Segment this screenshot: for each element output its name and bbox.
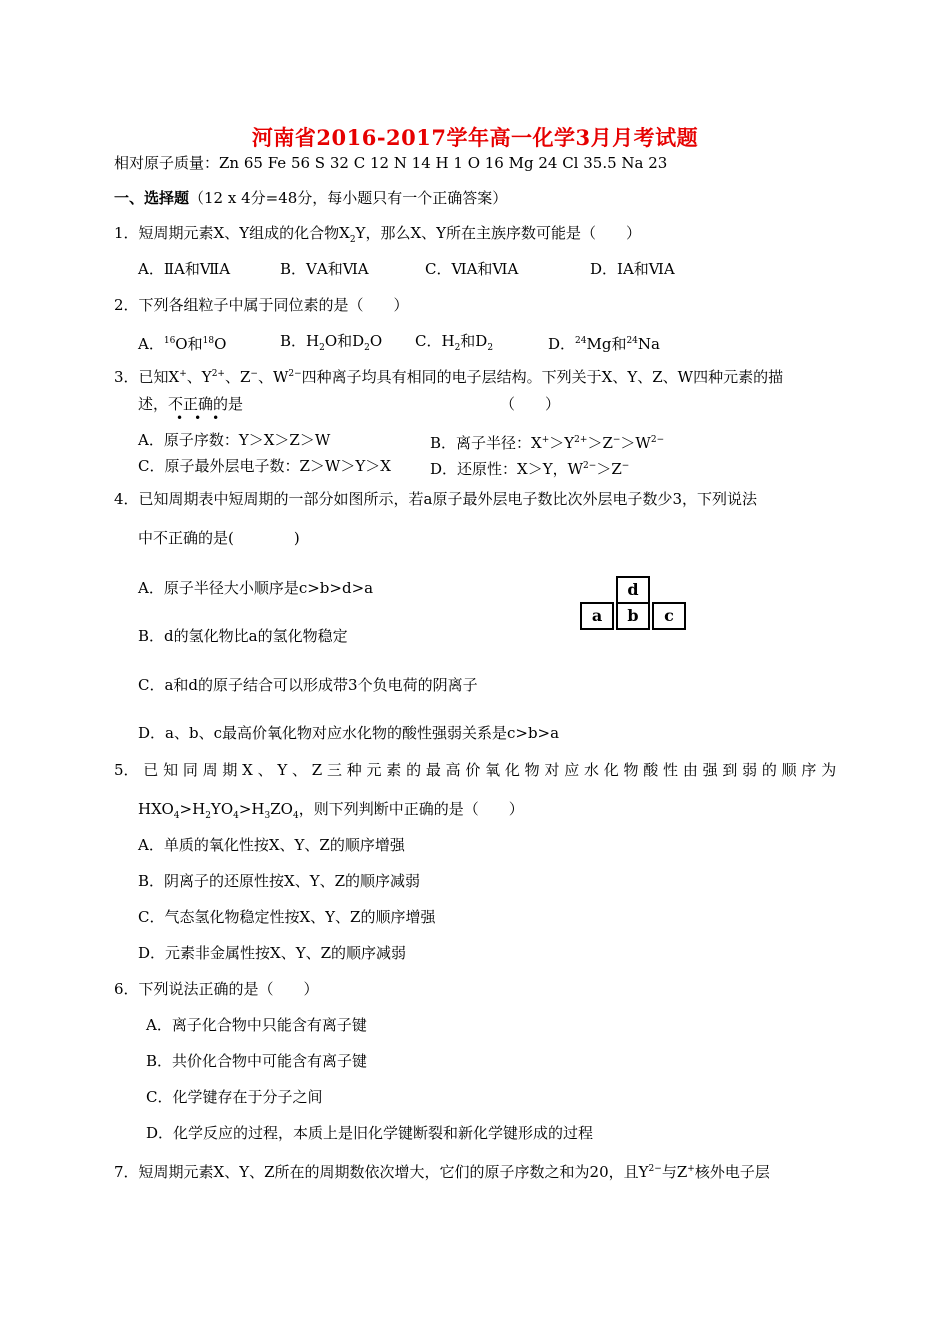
q5-l2-e: ZO — [270, 800, 293, 818]
question-4-option-d[interactable]: D．a、b、c最高价氧化物对应水化物的酸性强弱关系是c>b>a — [138, 724, 560, 742]
q2-b-s1: 2 — [319, 343, 325, 353]
cell-c: c — [652, 602, 686, 630]
q3-d-c2: − — [621, 461, 630, 471]
atomic-masses: 相对原子质量：Zn 65 Fe 56 S 32 C 12 N 14 H 1 O 16 Mg 24 Cl 35.5 Na 23 — [114, 154, 668, 172]
question-2-option-a[interactable] — [138, 331, 226, 354]
q2-a-pre: A． — [138, 335, 164, 353]
q5-l2-s1: 4 — [173, 811, 180, 821]
question-1-option-b[interactable]: B．ⅤA和ⅥA — [280, 260, 369, 278]
question-4-stem: 4．已知周期表中短周期的一部分如图所示，若a原子最外层电子数比次外层电子数少3，下列说法 — [114, 490, 758, 508]
q5-l2-f: ，则下列判断中正确的是（ ） — [298, 800, 524, 818]
q2-b-mid: O和D — [324, 332, 365, 350]
q2-a-m1: 16 — [163, 336, 176, 346]
q2-c-s2: 2 — [487, 343, 494, 353]
q7-s2: 与Z — [661, 1163, 688, 1181]
cell-b: b — [616, 602, 650, 630]
q2-c-s1: 2 — [454, 343, 461, 353]
question-5-option-b[interactable]: B．阴离子的还原性按X、Y、Z的顺序减弱 — [138, 872, 421, 890]
question-3-option-c[interactable]: C．原子最外层电子数：Z＞W＞Y＞X — [138, 457, 391, 475]
page-title: 河南省2016-2017学年高一化学3月月考试题 — [251, 125, 699, 150]
q3-c4: 2− — [288, 369, 302, 379]
q3-s5: 四种离子均具有相同的电子层结构。下列关于X、Y、Z、W四种元素的描 — [301, 368, 784, 386]
q3-b-c2: 2+ — [574, 435, 588, 445]
question-4-option-c[interactable]: C．a和d的原子结合可以形成带3个负电荷的阴离子 — [138, 676, 478, 694]
question-3-option-d[interactable] — [430, 456, 629, 479]
q5-l2-c: YO — [210, 800, 234, 818]
q5-l2-b: >H — [179, 800, 206, 818]
question-1-option-a[interactable]: A．ⅡA和ⅦA — [138, 260, 231, 278]
q2-a-end: O — [214, 335, 227, 353]
q5-l2-s4: 3 — [264, 811, 271, 821]
q1-stem-a: 1．短周期元素X、Y组成的化合物X — [114, 224, 350, 242]
question-4-option-b[interactable]: B．d的氢化物比a的氢化物稳定 — [138, 627, 348, 645]
question-3-option-b[interactable] — [430, 430, 664, 453]
question-4-stem-line2: 中不正确的是( ) — [138, 529, 300, 547]
question-6-option-c[interactable]: C．化学键存在于分子之间 — [146, 1088, 323, 1106]
question-3-stem — [114, 364, 783, 387]
q2-b-end: O — [369, 332, 383, 350]
q2-d-pre: D． — [548, 335, 576, 353]
cell-a: a — [580, 602, 614, 630]
q3-c2: 2+ — [211, 369, 225, 379]
q2-d-mid: Mg和 — [586, 335, 627, 353]
q3-s1: 3．已知X — [114, 368, 180, 386]
question-5-option-d[interactable]: D．元素非金属性按X、Y、Z的顺序减弱 — [138, 944, 407, 962]
q3-c1: + — [179, 369, 187, 379]
q7-c2: + — [687, 1164, 695, 1174]
q5-l2-s3: 4 — [233, 811, 239, 821]
q7-s3: 核外电子层 — [694, 1163, 770, 1181]
q2-a-mid: O和 — [175, 335, 203, 353]
q1-sub: 2 — [349, 235, 356, 245]
q7-s1: 7．短周期元素X、Y、Z所在的周期数依次增大，它们的原子序数之和为20，且Y — [114, 1163, 649, 1181]
q3-b-c1: + — [541, 435, 550, 445]
q3-c3: − — [250, 369, 258, 379]
question-3-option-a[interactable]: A．原子序数：Y＞X＞Z＞W — [138, 431, 331, 449]
question-5-option-a[interactable]: A．单质的氧化性按X、Y、Z的顺序增强 — [138, 836, 405, 854]
q2-b-s2: 2 — [364, 343, 370, 353]
q2-d-m2: 24 — [626, 336, 638, 346]
question-5-option-c[interactable]: C．气态氢化物稳定性按X、Y、Z的顺序增强 — [138, 908, 436, 926]
question-2-option-b[interactable] — [280, 331, 382, 358]
section-note: （12 x 4分=48分，每小题只有一个正确答案） — [189, 189, 508, 207]
question-1-option-d[interactable]: D．ⅠA和ⅥA — [590, 260, 675, 278]
q3-b-m2: ＞Z — [587, 434, 613, 452]
q2-b-pre: B．H — [280, 332, 320, 350]
q5-l2-d: >H — [238, 800, 265, 818]
q3-b-pre: B．离子半径：X — [430, 434, 542, 452]
question-6-option-a[interactable]: A．离子化合物中只能含有离子键 — [146, 1016, 367, 1034]
question-6-stem: 6．下列说法正确的是（ ） — [114, 980, 319, 998]
q2-c-mid: 和D — [460, 332, 488, 350]
question-5-stem-line2 — [138, 799, 524, 826]
q2-c-pre: C．H — [415, 332, 455, 350]
question-2-option-d[interactable] — [548, 331, 660, 354]
question-6-option-d[interactable]: D．化学反应的过程，本质上是旧化学键断裂和新化学键形成的过程 — [146, 1124, 594, 1142]
cell-d: d — [616, 576, 650, 604]
q3-b-m3: ＞W — [620, 434, 651, 452]
q7-c1: 2− — [648, 1164, 662, 1174]
q3-s2: 、Y — [186, 368, 212, 386]
emphasis-dots: ••• — [176, 411, 231, 425]
q3-d-m1: ＞Z — [596, 460, 622, 478]
q3-s3: 、Z — [224, 368, 251, 386]
question-4-option-a[interactable]: A．原子半径大小顺序是c>b>d>a — [138, 579, 374, 597]
periodic-table-fragment — [580, 576, 686, 630]
q5-l2-s5: 4 — [292, 811, 299, 821]
question-1-option-c[interactable]: C．ⅥA和ⅥA — [425, 260, 519, 278]
question-7-stem — [114, 1159, 770, 1182]
q1-stem-b: Y，那么X、Y所在主族序数可能是（ ） — [355, 224, 642, 242]
question-3-stem-line2: 述，不正确的是 — [138, 395, 244, 413]
q3-b-m1: ＞Y — [549, 434, 575, 452]
q2-d-m1: 24 — [575, 336, 587, 346]
q5-l2-s2: 2 — [205, 811, 211, 821]
q5-l2-a: HXO — [138, 800, 174, 818]
q3-d-pre: D．还原性：X＞Y，W — [430, 460, 584, 478]
q2-d-end: Na — [637, 335, 660, 353]
question-2-stem: 2．下列各组粒子中属于同位素的是（ ） — [114, 296, 409, 314]
question-1-stem — [114, 223, 641, 250]
q3-s4: 、W — [257, 368, 289, 386]
q3-b-c4: 2− — [650, 435, 665, 445]
question-5-stem: 5． 已 知 同 周 期 X 、 Y 、 Z 三 种 元 素 的 最 高 价 氧 化 物 对 应 水 化 物 酸 性 由 强 到 弱 的 顺 序 为 — [114, 761, 837, 779]
q3-d-c1: 2− — [583, 461, 597, 471]
question-2-option-c[interactable] — [415, 331, 493, 358]
q3-b-c3: − — [612, 435, 621, 445]
section-heading — [114, 188, 507, 208]
q2-a-m2: 18 — [202, 336, 215, 346]
section-title: 一、选择题 — [114, 189, 190, 207]
question-3-answer-paren: （ ） — [500, 395, 561, 413]
question-6-option-b[interactable]: B．共价化合物中可能含有离子键 — [146, 1052, 368, 1070]
